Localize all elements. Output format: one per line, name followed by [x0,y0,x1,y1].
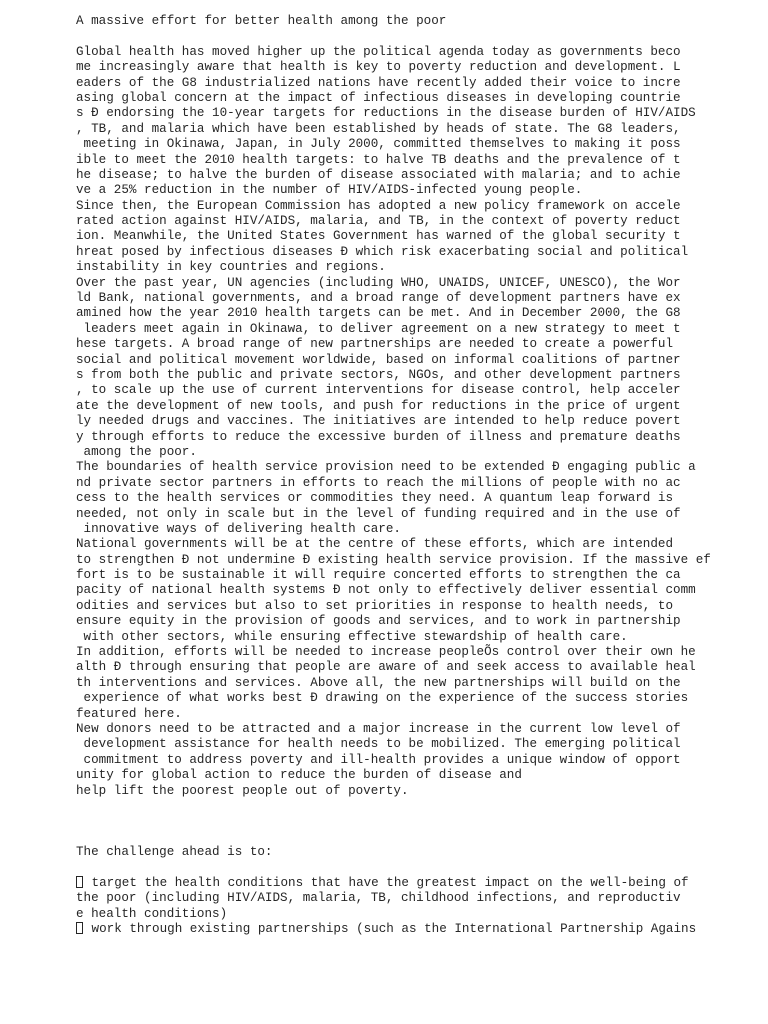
bullet-box-icon [76,876,83,888]
paragraph-1 [76,45,716,199]
text-line: ld Bank, national governments, and a broad range of development partners have ex [76,291,681,306]
text-line: ensure equity in the provision of goods and services, and to work in partnership [76,614,681,629]
text-line: , TB, and malaria which have been established by heads of state. The G8 leaders, [76,121,681,136]
document-page [76,14,716,937]
text-line: pacity of national health systems Ð not only to effectively deliver essential comm [76,583,696,598]
text-line: New donors need to be attracted and a major increase in the current low level of [76,721,681,736]
text-line: e health conditions) [76,906,228,921]
bullet-item-1 [76,876,716,922]
text-line: th interventions and services. Above all, the new partnerships will build on the [76,675,681,690]
text-line: meeting in Okinawa, Japan, in July 2000, committed themselves to making it poss [76,137,681,152]
paragraph-7 [76,722,716,799]
bullet-text: work through existing partnerships (such as the International Partnership Agains [84,922,697,937]
text-line: experience of what works best Ð drawing on the experience of the success stories [76,691,689,706]
text-line: Global health has moved higher up the political agenda today as governments beco [76,44,681,59]
text-line: hese targets. A broad range of new partnerships are needed to create a powerful [76,337,674,352]
text-line: Since then, the European Commission has adopted a new policy framework on accele [76,198,681,213]
text-line: s from both the public and private sectors, NGOs, and other development partners [76,367,681,382]
text-line: fort is to be sustainable it will require concerted efforts to strengthen the ca [76,568,681,583]
bullet-line [76,922,716,937]
text-line: commitment to address poverty and ill-health provides a unique window of opport [76,752,681,767]
text-line: development assistance for health needs to be mobilized. The emerging political [76,737,681,752]
text-line: ly needed drugs and vaccines. The initiatives are intended to help reduce povert [76,414,681,429]
section-gap [76,799,716,845]
text-line: ve a 25% reduction in the number of HIV/AIDS-infected young people. [76,183,583,198]
text-line: odities and services but also to set priorities in response to health needs, to [76,598,674,613]
text-line: me increasingly aware that health is key to poverty reduction and development. L [76,60,681,75]
text-line: with other sectors, while ensuring effective stewardship of health care. [76,629,628,644]
text-line: nd private sector partners in efforts to reach the millions of people with no ac [76,475,681,490]
text-line: National governments will be at the centre of these efforts, which are intended [76,537,674,552]
text-line: asing global concern at the impact of infectious diseases in developing countrie [76,90,681,105]
text-line: needed, not only in scale but in the level of funding required and in the use of [76,506,681,521]
text-line: ible to meet the 2010 health targets: to halve TB deaths and the prevalence of t [76,152,681,167]
text-line: rated action against HIV/AIDS, malaria, and TB, in the context of poverty reduct [76,214,681,229]
paragraph-2 [76,199,716,276]
text-line: he disease; to halve the burden of disease associated with malaria; and to achie [76,167,681,182]
text-line: featured here. [76,706,182,721]
text-line: alth Ð through ensuring that people are aware of and seek access to available heal [76,660,696,675]
text-line: s Ð endorsing the 10-year targets for reductions in the disease burden of HIV/AIDS [76,106,696,121]
text-line: Over the past year, UN agencies (including WHO, UNAIDS, UNICEF, UNESCO), the Wor [76,275,681,290]
text-line: help lift the poorest people out of poverty. [76,783,409,798]
text-line: eaders of the G8 industrialized nations have recently added their voice to incre [76,75,681,90]
text-line: to strengthen Ð not undermine Ð existing health service provision. If the massive ef [76,552,711,567]
text-line: instability in key countries and regions. [76,260,386,275]
bullet-text: target the health conditions that have the greatest impact on the well-being of [84,875,689,890]
text-line: y through efforts to reduce the excessive burden of illness and premature deaths [76,429,681,444]
paragraph-3 [76,276,716,461]
document-title: A massive effort for better health among the poor [76,14,447,28]
bullet-box-icon [76,922,83,934]
text-line: amined how the year 2010 health targets can be met. And in December 2000, the G8 [76,306,681,321]
text-line: cess to the health services or commodities they need. A quantum leap forward is [76,491,674,506]
text-line: In addition, efforts will be needed to increase peopleÕs control over their own he [76,645,696,660]
text-line: among the poor. [76,444,197,459]
paragraph-4 [76,460,716,537]
text-line: innovative ways of delivering health care. [76,521,401,536]
text-line: The boundaries of health service provision need to be extended Ð engaging public a [76,460,696,475]
heading-gap [76,861,716,876]
text-line: ate the development of new tools, and push for reductions in the price of urgent [76,398,681,413]
text-line: unity for global action to reduce the burden of disease and [76,768,522,783]
bullet-item-2 [76,922,716,937]
challenge-heading: The challenge ahead is to: [76,845,273,860]
paragraph-5 [76,537,716,645]
text-line: , to scale up the use of current interventions for disease control, help acceler [76,383,681,398]
paragraph-6 [76,645,716,722]
text-line: hreat posed by infectious diseases Ð which risk exacerbating social and political [76,244,689,259]
text-line: ion. Meanwhile, the United States Government has warned of the global security t [76,229,681,244]
text-line: the poor (including HIV/AIDS, malaria, TB, childhood infections, and reproductiv [76,891,681,906]
text-line: social and political movement worldwide, based on informal coalitions of partner [76,352,681,367]
bullet-line [76,876,716,891]
text-line: leaders meet again in Okinawa, to deliver agreement on a new strategy to meet t [76,321,681,336]
